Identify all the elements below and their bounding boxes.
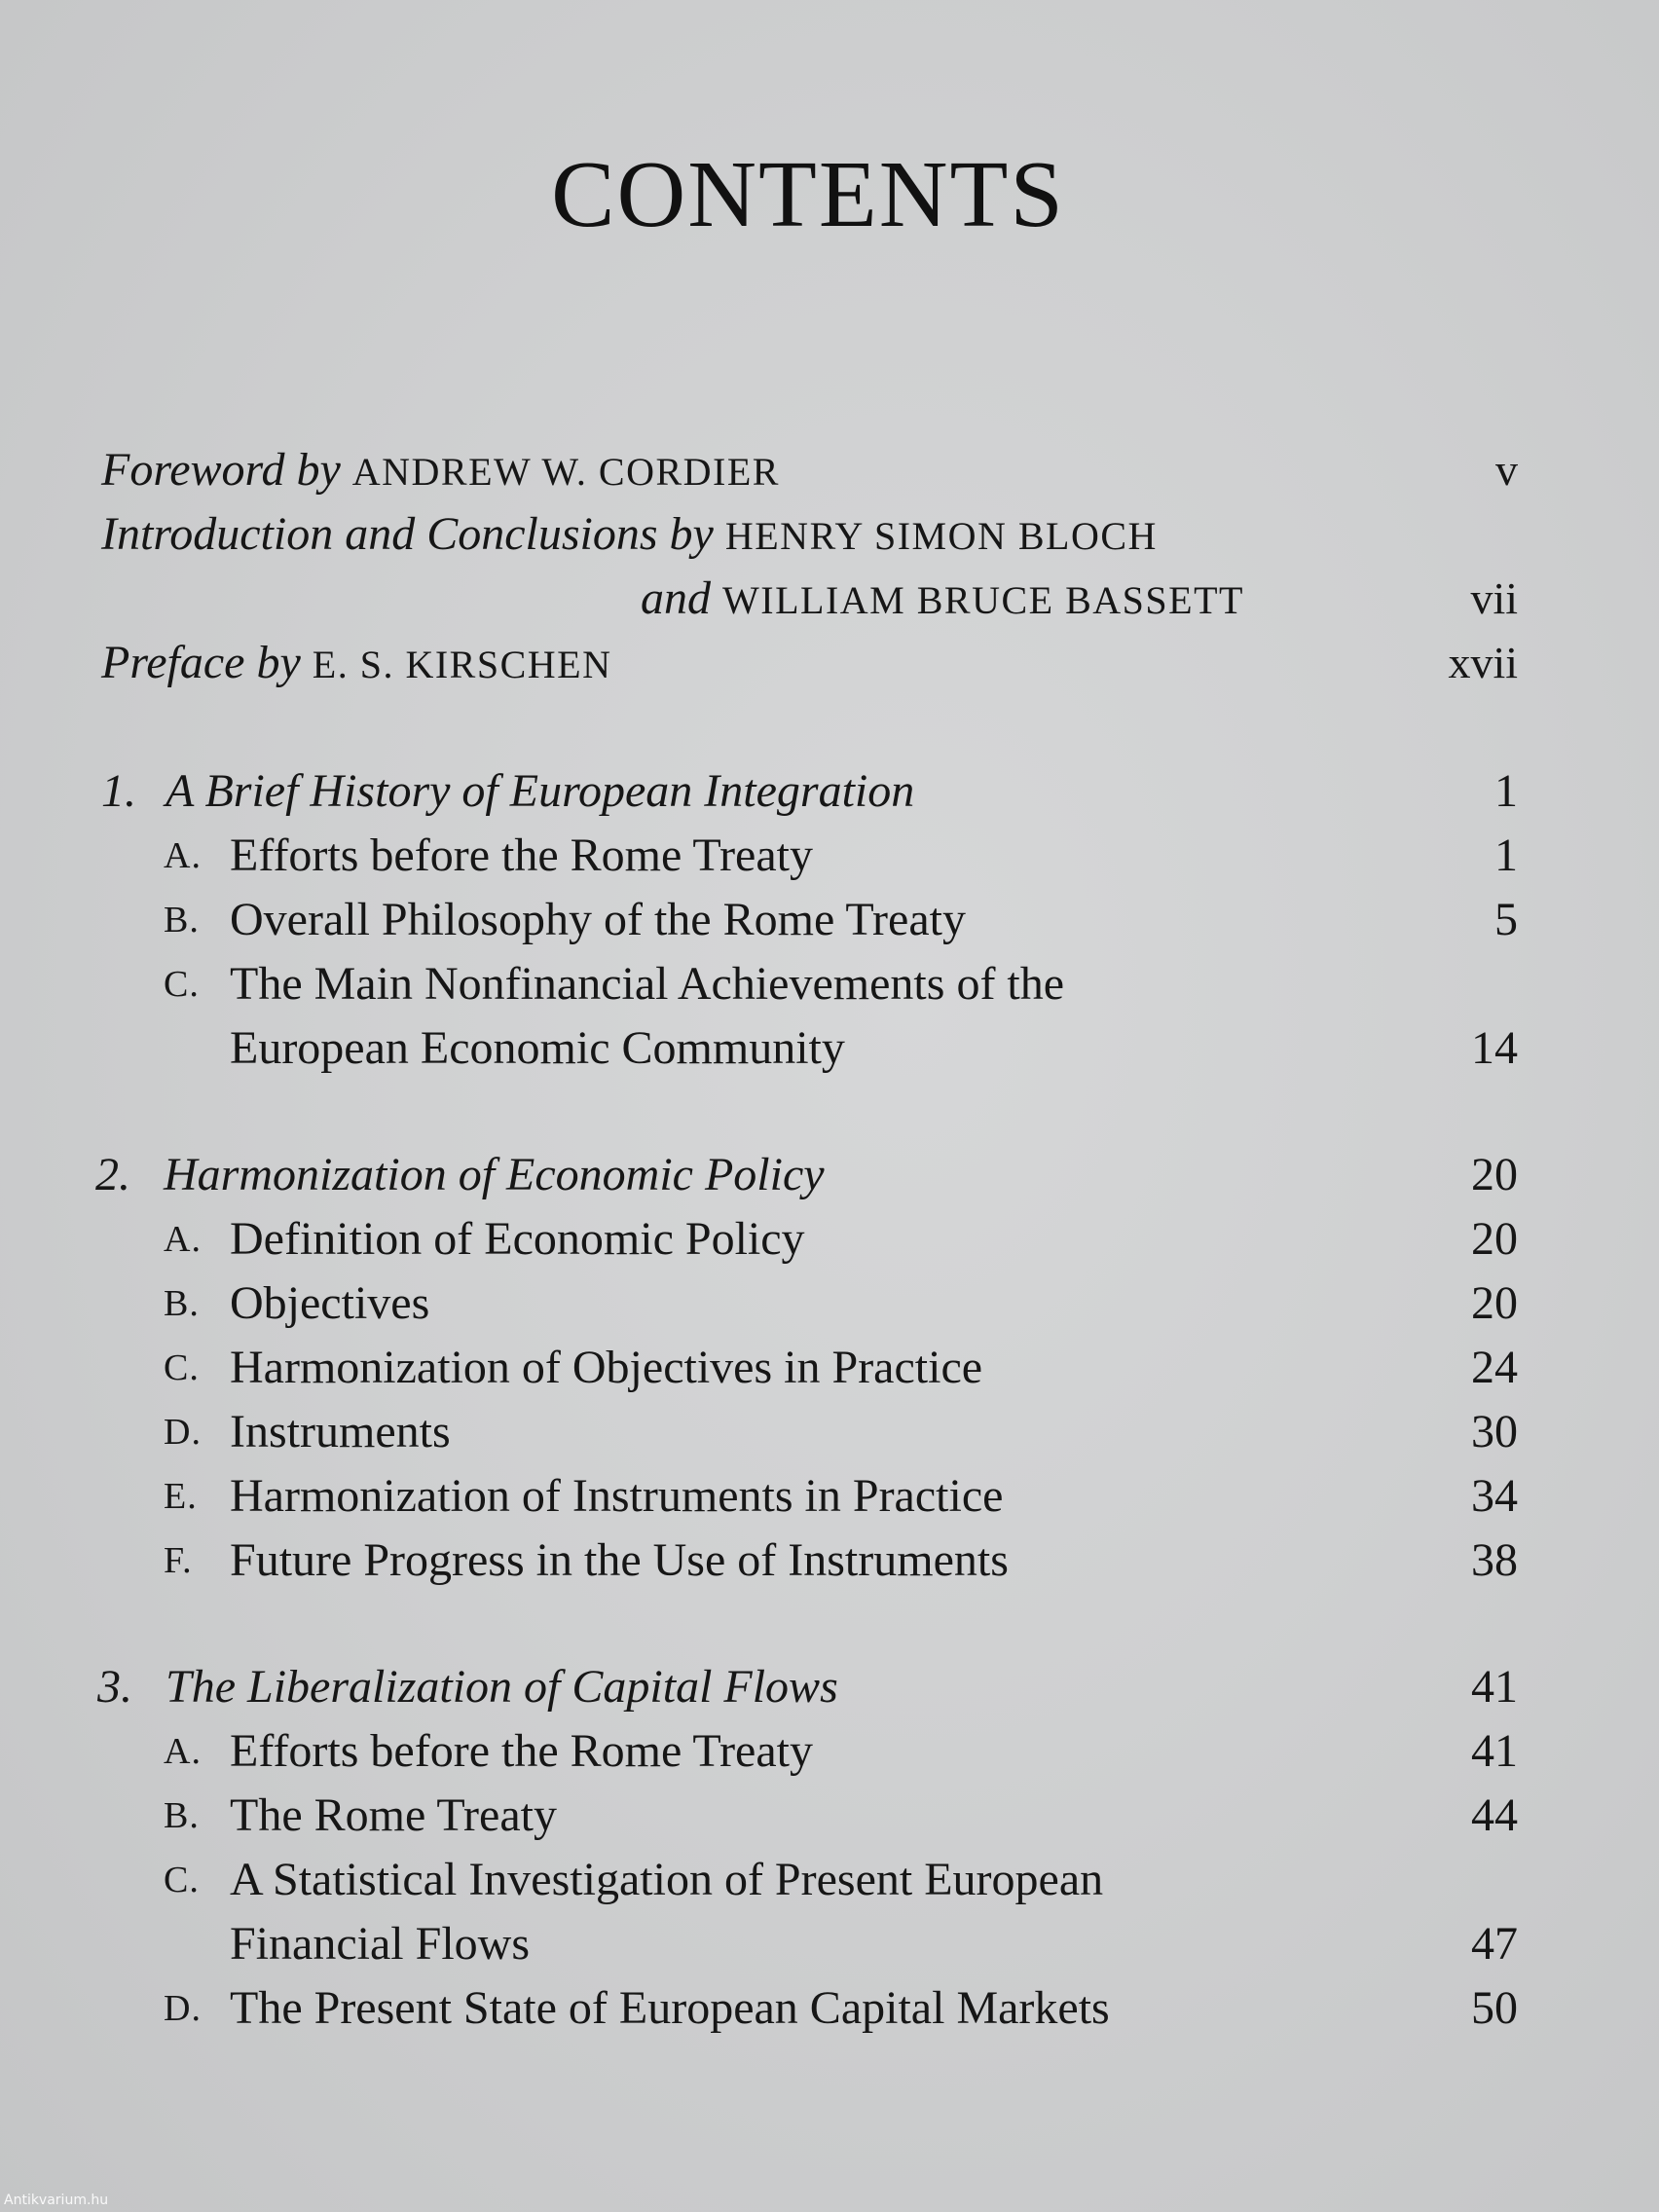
section-letter: F. xyxy=(164,1540,193,1581)
chapter-1-heading xyxy=(0,759,1659,824)
chapter-page: 20 xyxy=(1471,1149,1518,1200)
chapter-number: 2. xyxy=(95,1149,130,1200)
section-letter: E. xyxy=(164,1476,198,1517)
chapter-3-section-d xyxy=(0,1976,1659,2041)
chapter-3-section-b xyxy=(0,1784,1659,1848)
chapter-3-heading xyxy=(0,1655,1659,1719)
chapter-2-section-d xyxy=(0,1400,1659,1464)
section-letter: C. xyxy=(164,1860,200,1900)
section-page: 5 xyxy=(1494,894,1518,945)
section-letter: D. xyxy=(164,1988,202,2029)
section-letter: A. xyxy=(164,835,202,876)
section-page: 41 xyxy=(1471,1725,1518,1777)
preface-author: E. S. KIRSCHEN xyxy=(312,643,612,686)
section-title: Future Progress in the Use of Instruments xyxy=(230,1534,1009,1586)
section-title: Definition of Economic Policy xyxy=(230,1213,805,1265)
toc-introduction xyxy=(0,502,1659,567)
section-title: Overall Philosophy of the Rome Treaty xyxy=(230,894,966,945)
introduction-author: HENRY SIMON BLOCH xyxy=(724,514,1158,558)
section-page: 47 xyxy=(1471,1918,1518,1970)
section-title: Efforts before the Rome Treaty xyxy=(230,1725,813,1777)
chapter-1-section-c-cont xyxy=(0,1016,1659,1081)
section-page: 44 xyxy=(1471,1789,1518,1841)
chapter-1-section-c xyxy=(0,952,1659,1016)
section-title: The Rome Treaty xyxy=(230,1789,557,1841)
chapter-2-section-e xyxy=(0,1464,1659,1529)
chapter-number: 3. xyxy=(97,1661,132,1713)
chapter-3-section-a xyxy=(0,1719,1659,1784)
section-page: 50 xyxy=(1471,1982,1518,2034)
section-page: 30 xyxy=(1471,1406,1518,1457)
preface-label: Preface by xyxy=(101,637,301,688)
preface-page: xvii xyxy=(1448,638,1518,687)
section-letter: C. xyxy=(164,964,200,1005)
section-letter: B. xyxy=(164,900,200,940)
section-title: A Statistical Investigation of Present European xyxy=(230,1854,1104,1905)
chapter-2-section-a xyxy=(0,1207,1659,1272)
chapter-3-section-c xyxy=(0,1848,1659,1912)
section-letter: D. xyxy=(164,1412,202,1453)
section-title-continued: Financial Flows xyxy=(230,1918,530,1970)
chapter-1-section-b xyxy=(0,888,1659,952)
watermark: Antikvarium.hu xyxy=(4,2193,109,2208)
chapter-2-section-b xyxy=(0,1272,1659,1336)
chapter-number: 1. xyxy=(101,765,136,817)
section-title: Efforts before the Rome Treaty xyxy=(230,830,813,881)
section-letter: C. xyxy=(164,1347,200,1388)
section-title: The Main Nonfinancial Achievements of the xyxy=(230,958,1065,1010)
chapter-page: 41 xyxy=(1471,1661,1518,1713)
section-page: 1 xyxy=(1494,830,1518,881)
section-title: Harmonization of Objectives in Practice xyxy=(230,1342,983,1393)
chapter-2-section-c xyxy=(0,1336,1659,1400)
coauthor-page: vii xyxy=(1470,573,1518,623)
section-page: 34 xyxy=(1471,1470,1518,1522)
section-letter: B. xyxy=(164,1795,200,1836)
chapter-title: A Brief History of European Integration xyxy=(166,765,915,817)
chapter-1-section-a xyxy=(0,824,1659,888)
section-letter: B. xyxy=(164,1283,200,1324)
foreword-label: Foreword by xyxy=(101,444,341,496)
toc-foreword xyxy=(0,438,1659,502)
section-letter: A. xyxy=(164,1731,202,1772)
chapter-2-heading xyxy=(0,1143,1659,1207)
page-title: CONTENTS xyxy=(551,141,1065,247)
section-letter: A. xyxy=(164,1219,202,1260)
section-title-continued: European Economic Community xyxy=(230,1022,845,1074)
section-title: Objectives xyxy=(230,1277,430,1329)
coauthor-label: and xyxy=(641,572,711,624)
section-page: 24 xyxy=(1471,1342,1518,1393)
chapter-page: 1 xyxy=(1494,765,1518,817)
chapter-title: The Liberalization of Capital Flows xyxy=(166,1661,838,1713)
section-page: 38 xyxy=(1471,1534,1518,1586)
section-title: The Present State of European Capital Markets xyxy=(230,1982,1110,2034)
foreword-author: ANDREW W. CORDIER xyxy=(351,450,780,494)
toc-introduction-coauthor xyxy=(0,567,1659,631)
chapter-2-section-f xyxy=(0,1529,1659,1593)
toc-preface xyxy=(0,631,1659,695)
introduction-label: Introduction and Conclusions by xyxy=(101,508,714,560)
section-page: 20 xyxy=(1471,1277,1518,1329)
section-title: Instruments xyxy=(230,1406,451,1457)
section-page: 14 xyxy=(1471,1022,1518,1074)
chapter-title: Harmonization of Economic Policy xyxy=(164,1149,825,1200)
chapter-3-section-c-cont xyxy=(0,1912,1659,1976)
section-title: Harmonization of Instruments in Practice xyxy=(230,1470,1004,1522)
coauthor-name: WILLIAM BRUCE BASSETT xyxy=(722,578,1244,622)
section-page: 20 xyxy=(1471,1213,1518,1265)
foreword-page: v xyxy=(1495,445,1518,495)
